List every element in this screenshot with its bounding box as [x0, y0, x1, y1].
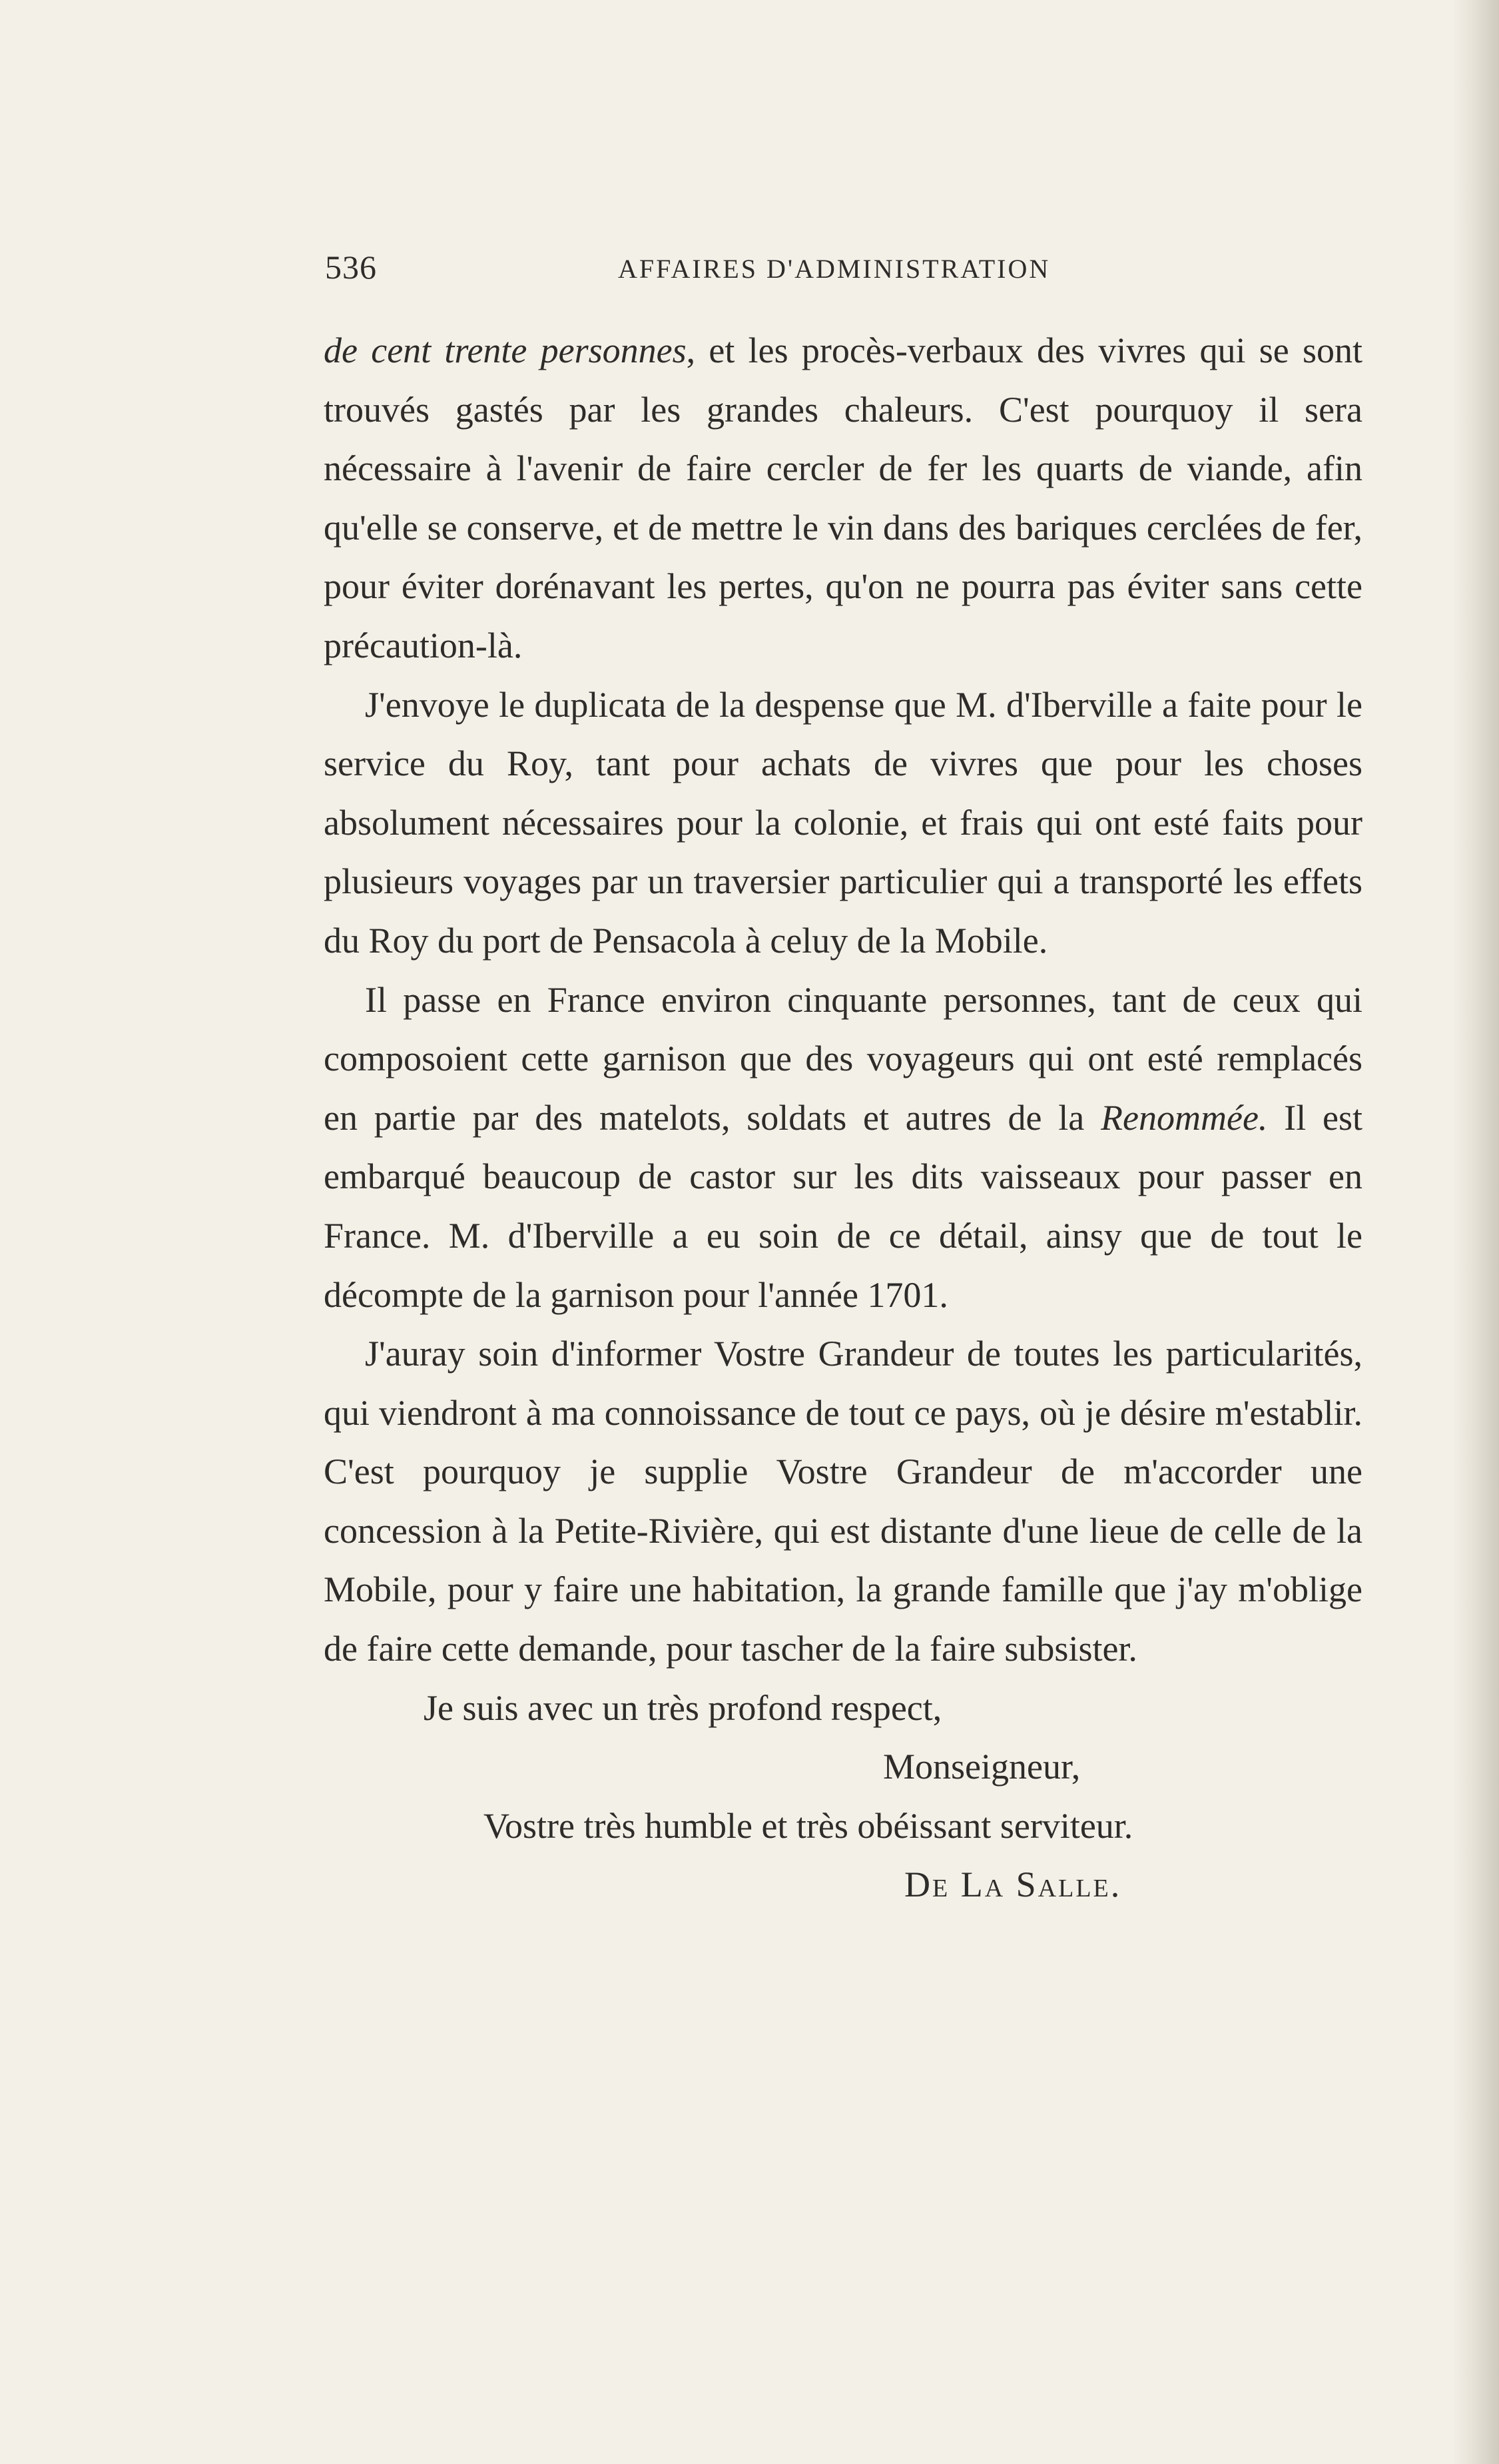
letter-body [324, 321, 1362, 1914]
running-head: AFFAIRES D'ADMINISTRATION [618, 254, 1051, 284]
page-header [325, 248, 1364, 294]
closing-salutation: Monseigneur, [883, 1747, 1081, 1787]
ship-name-renommee: Renommée. [1101, 1097, 1268, 1138]
signature: De La Salle. [904, 1864, 1122, 1905]
closing-servant-line: Vostre très humble et très obéissant serviteur. [483, 1805, 1133, 1846]
page-number: 536 [325, 248, 377, 286]
paragraph-3 [324, 971, 1362, 1325]
page-edge-shadow [1452, 0, 1499, 2464]
paragraph-2: J'envoye le duplicata de la despense que M. d'Iberville a faite pour le service du Roy, tant pour achats de vivres que pour les choses absolument nécessaires pour la colonie, et frais qui ont esté faits pour plusieurs voyages par un traversier particulier qui a transporté les effets du Roy du port de Pensacola à celuy de la Mobile. [324, 684, 1362, 961]
paragraph-1 [324, 321, 1362, 675]
paragraph-4: J'auray soin d'informer Vostre Grandeur de toutes les particularités, qui viendront à ma connoissance de tout ce pays, où je désire m'establir. C'est pourquoy je supplie Vostre Grandeur de m'accorder une concession à la Petite-Rivière, qui est distante d'une lieue de celle de la Mobile, pour y faire une habitation, la grande famille que j'ay m'oblige de faire cette demande, pour tascher de la faire subsister. [324, 1334, 1362, 1669]
closing-respect-line: Je suis avec un très profond respect, [424, 1687, 942, 1728]
paragraph-3-text-after: Il est embarqué beaucoup de castor sur les dits vaisseaux pour passer en France. M. d'Iberville a eu soin de ce détail, ainsy que de tout le décompte de la garnison pour l'année 1701. [324, 1097, 1362, 1315]
paragraph-1-italic-lead: de cent trente personnes [324, 330, 687, 370]
paragraph-1-text: , et les procès-verbaux des vivres qui se sont trouvés gastés par les grandes chaleurs. C'est pourquoy il sera nécessaire à l'avenir de faire cercler de fer les quarts de viande, afin qu'elle se conserve, et de mettre le vin dans des bariques cerclées de fer, pour éviter dorénavant les pertes, qu'on ne pourra pas éviter sans cette précaution-là. [324, 330, 1362, 665]
paragraph-3-text-before: Il passe en France environ cinquante personnes, tant de ceux qui composoient cette garnison que des voyageurs qui ont esté remplacés en partie par des matelots, soldats et autres de la [324, 979, 1362, 1138]
